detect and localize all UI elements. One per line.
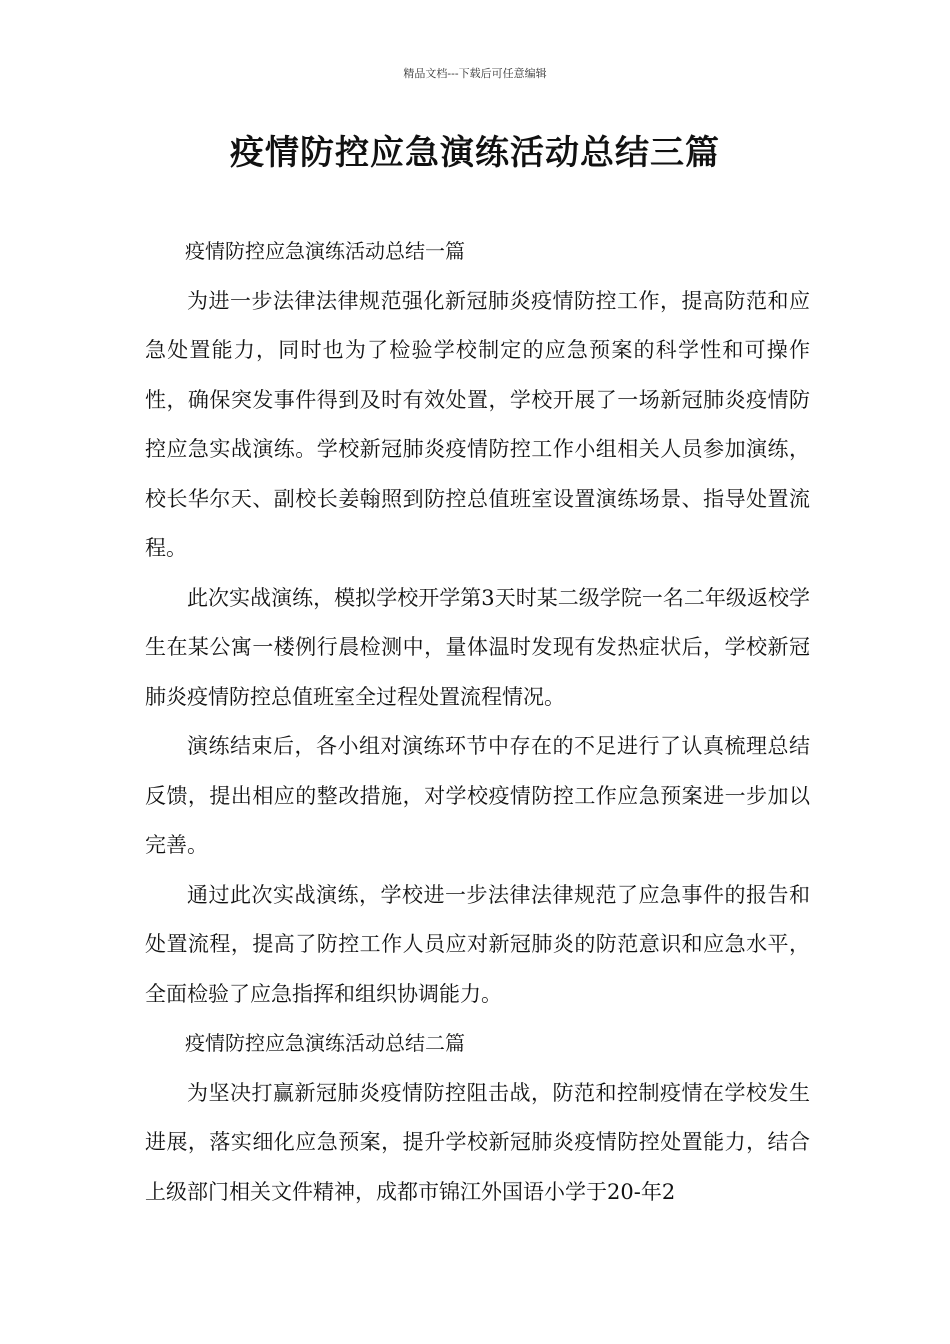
section-heading-1: 疫情防控应急演练活动总结一篇 — [185, 239, 465, 263]
paragraph: 通过此次实战演练，学校进一步法律法律规范了应急事件的报告和处置流程，提高了防控工作人员应对新冠肺炎的防范意识和应急水平，全面检验了应急指挥和组织协调能力。 — [145, 882, 810, 1006]
header-note: 精品文档---下载后可任意编辑 — [403, 67, 547, 80]
document-title: 疫情防控应急演练活动总结三篇 — [230, 133, 720, 173]
document-body — [145, 227, 810, 1217]
paragraph: 演练结束后，各小组对演练环节中存在的不足进行了认真梳理总结反馈，提出相应的整改措施，对学校疫情防控工作应急预案进一步加以完善。 — [145, 734, 810, 857]
section-heading-2: 疫情防控应急演练活动总结二篇 — [185, 1031, 465, 1055]
paragraph: 此次实战演练，模拟学校开学第3天时某二级学院一名二年级返校学生在某公寓一楼例行晨检测中，量体温时发现有发热症状后，学校新冠肺炎疫情防控总值班室全过程处置流程情况。 — [145, 585, 810, 709]
paragraph: 为坚决打赢新冠肺炎疫情防控阻击战，防范和控制疫情在学校发生进展，落实细化应急预案，提升学校新冠肺炎疫情防控处置能力，结合上级部门相关文件精神，成都市锦江外国语小学于20-年2 — [145, 1080, 810, 1204]
paragraph: 为进一步法律法律规范强化新冠肺炎疫情防控工作，提高防范和应急处置能力，同时也为了检验学校制定的应急预案的科学性和可操作性，确保突发事件得到及时有效处置，学校开展了一场新冠肺炎疫情防控应急实战演练。学校新冠肺炎疫情防控工作小组相关人员参加演练，校长华尔天、副校长姜翰照到防控总值班室设置演练场景、指导处置流程。 — [145, 288, 810, 560]
